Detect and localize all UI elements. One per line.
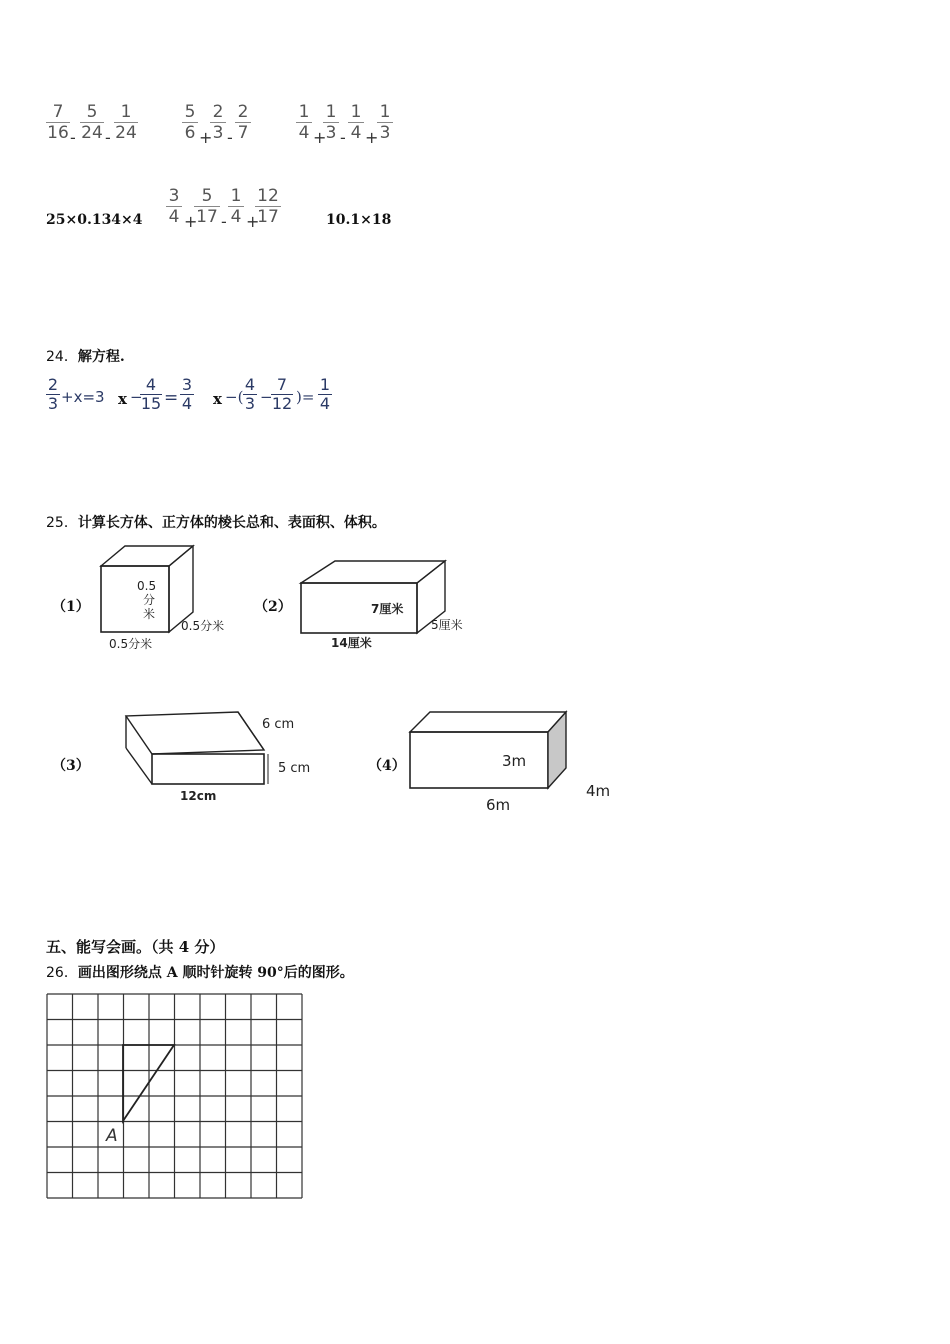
fraction: 7 12 [271, 375, 293, 413]
section-5-title: 五、能写会画。（共 4 分） [46, 938, 225, 956]
cube-height-line-2: 分 [143, 593, 156, 607]
cuboid-side-face [548, 712, 566, 788]
fraction: 3 4 [181, 375, 193, 413]
cuboid-height-label: 3m [502, 752, 527, 770]
cuboid-depth-label: 5厘米 [431, 618, 463, 632]
rotation-grid [46, 993, 306, 1201]
operator: - [221, 212, 227, 231]
cube-height-line-1: 0.5 [137, 579, 157, 593]
cuboid-height-label: 7厘米 [371, 602, 404, 616]
cuboid-width-label: 6m [486, 796, 511, 814]
question-title: 解方程. [77, 349, 125, 365]
figure-4-label: （4） [368, 758, 406, 774]
equation-text: +x=3 [61, 388, 105, 406]
question-number: 24． [46, 349, 78, 365]
cube-depth-label: 0.5分米 [181, 619, 225, 633]
figure-2-cuboid [295, 555, 485, 655]
operator: − [260, 388, 273, 406]
figure-3-label: （3） [52, 758, 90, 774]
cube-height-line-3: 米 [143, 607, 156, 621]
fraction: $\frac{1}{4}$ [348, 102, 364, 143]
fraction: $\frac{2}{7}$ [235, 102, 251, 143]
fraction: $\frac{7}{16}$ [47, 102, 69, 143]
cuboid-width-label: 12cm [180, 789, 217, 803]
cuboid-depth-label: 4m [586, 782, 611, 800]
figure-4-cuboid [400, 704, 630, 816]
operator: - [105, 128, 111, 147]
cuboid-front-face [152, 754, 264, 784]
figure-2-label: （2） [254, 599, 292, 615]
question-title: 计算长方体、正方体的棱长总和、表面积、体积。 [77, 515, 386, 531]
question-26-heading [46, 962, 354, 982]
operator: + [184, 212, 198, 231]
figure-1-label: （1） [52, 599, 90, 615]
fraction: $\frac{1}{24}$ [115, 102, 137, 143]
fraction: $\frac{5}{24}$ [81, 102, 103, 143]
fraction: $\frac{5}{17}$ [194, 186, 220, 227]
cuboid-width-label: 14厘米 [331, 636, 372, 650]
fraction: 4 3 [244, 375, 256, 413]
question-number: 25． [46, 515, 78, 531]
fraction: 2 3 [47, 375, 59, 413]
cube-top-face [101, 546, 193, 566]
figure-3-cuboid [118, 706, 328, 806]
question-title: 画出图形绕点 A 顺时针旋转 90°后的图形。 [77, 965, 354, 981]
cube-width-label: 0.5分米 [109, 637, 153, 651]
operator: = [164, 388, 179, 408]
cuboid-top-face [126, 712, 264, 754]
operator: + [199, 128, 213, 147]
operator: + [313, 128, 327, 147]
cuboid-front-face [410, 732, 548, 788]
fraction: $\frac{12}{17}$ [255, 186, 281, 227]
calc-expression-6: 10.1×18 [326, 212, 392, 228]
operator: + [246, 212, 260, 231]
fraction: 1 4 [319, 375, 331, 413]
calc-expression-4: 25×0.134×4 [46, 212, 143, 228]
question-25-heading [46, 512, 386, 532]
cuboid-depth-label: 6 cm [262, 717, 295, 732]
cuboid-height-label: 5 cm [278, 761, 311, 776]
cuboid-top-face [301, 561, 445, 583]
fraction: $\frac{1}{4}$ [228, 186, 244, 227]
operator: - [70, 128, 76, 147]
cuboid-top-face [410, 712, 566, 732]
fraction: $\frac{1}{4}$ [296, 102, 312, 143]
fraction: $\frac{1}{3}$ [323, 102, 339, 143]
point-a-label: A [106, 1126, 118, 1146]
question-24-heading [46, 346, 125, 366]
fraction: $\frac{1}{3}$ [377, 102, 393, 143]
variable: x [213, 390, 222, 408]
operator: - [227, 128, 233, 147]
operator: + [365, 128, 379, 147]
operator: −( [225, 388, 244, 406]
fraction: 4 15 [140, 375, 162, 413]
question-number: 26． [46, 965, 78, 981]
operator: - [340, 128, 346, 147]
fraction: $\frac{2}{3}$ [210, 102, 226, 143]
operator: − [130, 388, 143, 406]
figure-1-cube [95, 540, 245, 655]
fraction: $\frac{3}{4}$ [166, 186, 182, 227]
operator: )= [296, 388, 315, 406]
variable: x [118, 390, 127, 408]
fraction: $\frac{5}{6}$ [182, 102, 198, 143]
cube-front-face [101, 566, 169, 632]
